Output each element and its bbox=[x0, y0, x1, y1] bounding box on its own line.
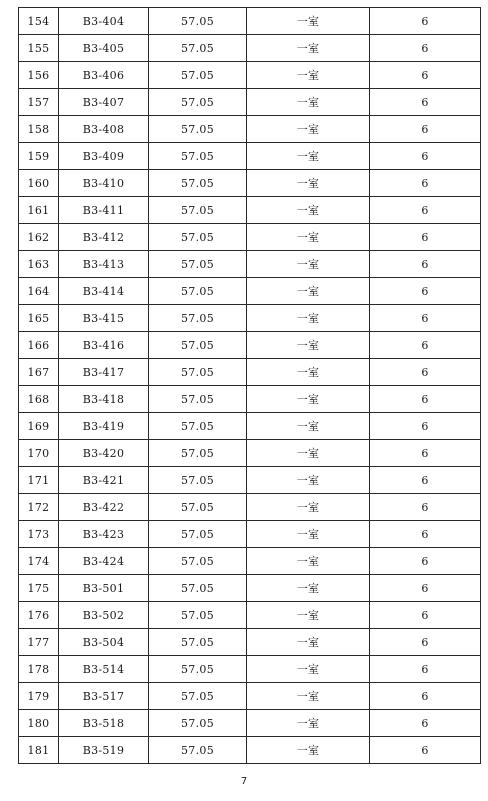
table-row bbox=[19, 629, 481, 656]
occupancy-cell: 6 bbox=[370, 116, 481, 143]
room-number-cell: B3-423 bbox=[59, 521, 149, 548]
unit-type-cell: 一室 bbox=[247, 251, 370, 278]
area-cell: 57.05 bbox=[149, 386, 247, 413]
occupancy-cell: 6 bbox=[370, 656, 481, 683]
row-number-cell: 163 bbox=[19, 251, 59, 278]
unit-type-cell: 一室 bbox=[247, 170, 370, 197]
room-number-cell: B3-420 bbox=[59, 440, 149, 467]
row-number-cell: 155 bbox=[19, 35, 59, 62]
area-cell: 57.05 bbox=[149, 197, 247, 224]
occupancy-cell: 6 bbox=[370, 548, 481, 575]
unit-type-cell: 一室 bbox=[247, 683, 370, 710]
table-row bbox=[19, 170, 481, 197]
area-cell: 57.05 bbox=[149, 656, 247, 683]
row-number-cell: 175 bbox=[19, 575, 59, 602]
table-row bbox=[19, 8, 481, 35]
room-number-cell: B3-419 bbox=[59, 413, 149, 440]
area-cell: 57.05 bbox=[149, 710, 247, 737]
unit-type-cell: 一室 bbox=[247, 629, 370, 656]
occupancy-cell: 6 bbox=[370, 575, 481, 602]
area-cell: 57.05 bbox=[149, 305, 247, 332]
occupancy-cell: 6 bbox=[370, 332, 481, 359]
room-number-cell: B3-502 bbox=[59, 602, 149, 629]
table-row bbox=[19, 62, 481, 89]
table-row bbox=[19, 548, 481, 575]
row-number-cell: 162 bbox=[19, 224, 59, 251]
unit-type-cell: 一室 bbox=[247, 224, 370, 251]
room-number-cell: B3-519 bbox=[59, 737, 149, 764]
room-number-cell: B3-411 bbox=[59, 197, 149, 224]
table-row bbox=[19, 656, 481, 683]
room-number-cell: B3-413 bbox=[59, 251, 149, 278]
table-row bbox=[19, 332, 481, 359]
area-cell: 57.05 bbox=[149, 737, 247, 764]
row-number-cell: 179 bbox=[19, 683, 59, 710]
occupancy-cell: 6 bbox=[370, 359, 481, 386]
row-number-cell: 166 bbox=[19, 332, 59, 359]
occupancy-cell: 6 bbox=[370, 710, 481, 737]
housing-table bbox=[18, 7, 481, 764]
row-number-cell: 159 bbox=[19, 143, 59, 170]
area-cell: 57.05 bbox=[149, 440, 247, 467]
room-number-cell: B3-417 bbox=[59, 359, 149, 386]
occupancy-cell: 6 bbox=[370, 467, 481, 494]
room-number-cell: B3-416 bbox=[59, 332, 149, 359]
table-row bbox=[19, 521, 481, 548]
room-number-cell: B3-404 bbox=[59, 8, 149, 35]
area-cell: 57.05 bbox=[149, 89, 247, 116]
area-cell: 57.05 bbox=[149, 602, 247, 629]
room-number-cell: B3-414 bbox=[59, 278, 149, 305]
unit-type-cell: 一室 bbox=[247, 548, 370, 575]
row-number-cell: 181 bbox=[19, 737, 59, 764]
unit-type-cell: 一室 bbox=[247, 62, 370, 89]
row-number-cell: 160 bbox=[19, 170, 59, 197]
table-row bbox=[19, 467, 481, 494]
table-row bbox=[19, 224, 481, 251]
occupancy-cell: 6 bbox=[370, 494, 481, 521]
area-cell: 57.05 bbox=[149, 683, 247, 710]
row-number-cell: 164 bbox=[19, 278, 59, 305]
occupancy-cell: 6 bbox=[370, 251, 481, 278]
occupancy-cell: 6 bbox=[370, 62, 481, 89]
table-row bbox=[19, 440, 481, 467]
unit-type-cell: 一室 bbox=[247, 656, 370, 683]
occupancy-cell: 6 bbox=[370, 170, 481, 197]
table-row bbox=[19, 386, 481, 413]
unit-type-cell: 一室 bbox=[247, 359, 370, 386]
room-number-cell: B3-514 bbox=[59, 656, 149, 683]
occupancy-cell: 6 bbox=[370, 629, 481, 656]
row-number-cell: 174 bbox=[19, 548, 59, 575]
table-body bbox=[19, 8, 481, 764]
table-row bbox=[19, 602, 481, 629]
occupancy-cell: 6 bbox=[370, 35, 481, 62]
occupancy-cell: 6 bbox=[370, 413, 481, 440]
row-number-cell: 158 bbox=[19, 116, 59, 143]
room-number-cell: B3-410 bbox=[59, 170, 149, 197]
unit-type-cell: 一室 bbox=[247, 8, 370, 35]
area-cell: 57.05 bbox=[149, 548, 247, 575]
unit-type-cell: 一室 bbox=[247, 413, 370, 440]
room-number-cell: B3-407 bbox=[59, 89, 149, 116]
room-number-cell: B3-422 bbox=[59, 494, 149, 521]
unit-type-cell: 一室 bbox=[247, 35, 370, 62]
room-number-cell: B3-518 bbox=[59, 710, 149, 737]
occupancy-cell: 6 bbox=[370, 386, 481, 413]
table-row bbox=[19, 737, 481, 764]
area-cell: 57.05 bbox=[149, 278, 247, 305]
area-cell: 57.05 bbox=[149, 224, 247, 251]
row-number-cell: 154 bbox=[19, 8, 59, 35]
unit-type-cell: 一室 bbox=[247, 440, 370, 467]
room-number-cell: B3-517 bbox=[59, 683, 149, 710]
table-row bbox=[19, 35, 481, 62]
occupancy-cell: 6 bbox=[370, 440, 481, 467]
area-cell: 57.05 bbox=[149, 359, 247, 386]
occupancy-cell: 6 bbox=[370, 278, 481, 305]
occupancy-cell: 6 bbox=[370, 305, 481, 332]
table-row bbox=[19, 359, 481, 386]
area-cell: 57.05 bbox=[149, 332, 247, 359]
room-number-cell: B3-412 bbox=[59, 224, 149, 251]
row-number-cell: 173 bbox=[19, 521, 59, 548]
table-row bbox=[19, 251, 481, 278]
room-number-cell: B3-415 bbox=[59, 305, 149, 332]
area-cell: 57.05 bbox=[149, 521, 247, 548]
unit-type-cell: 一室 bbox=[247, 575, 370, 602]
area-cell: 57.05 bbox=[149, 62, 247, 89]
unit-type-cell: 一室 bbox=[247, 305, 370, 332]
area-cell: 57.05 bbox=[149, 413, 247, 440]
unit-type-cell: 一室 bbox=[247, 602, 370, 629]
row-number-cell: 157 bbox=[19, 89, 59, 116]
row-number-cell: 167 bbox=[19, 359, 59, 386]
row-number-cell: 171 bbox=[19, 467, 59, 494]
table-row bbox=[19, 413, 481, 440]
unit-type-cell: 一室 bbox=[247, 737, 370, 764]
table-row bbox=[19, 116, 481, 143]
room-number-cell: B3-424 bbox=[59, 548, 149, 575]
area-cell: 57.05 bbox=[149, 494, 247, 521]
area-cell: 57.05 bbox=[149, 143, 247, 170]
room-number-cell: B3-406 bbox=[59, 62, 149, 89]
table-row bbox=[19, 305, 481, 332]
row-number-cell: 170 bbox=[19, 440, 59, 467]
occupancy-cell: 6 bbox=[370, 737, 481, 764]
area-cell: 57.05 bbox=[149, 467, 247, 494]
row-number-cell: 172 bbox=[19, 494, 59, 521]
row-number-cell: 161 bbox=[19, 197, 59, 224]
row-number-cell: 176 bbox=[19, 602, 59, 629]
unit-type-cell: 一室 bbox=[247, 89, 370, 116]
room-number-cell: B3-409 bbox=[59, 143, 149, 170]
table-row bbox=[19, 710, 481, 737]
room-number-cell: B3-408 bbox=[59, 116, 149, 143]
room-number-cell: B3-418 bbox=[59, 386, 149, 413]
table-row bbox=[19, 143, 481, 170]
table-row bbox=[19, 197, 481, 224]
occupancy-cell: 6 bbox=[370, 683, 481, 710]
occupancy-cell: 6 bbox=[370, 143, 481, 170]
occupancy-cell: 6 bbox=[370, 197, 481, 224]
row-number-cell: 180 bbox=[19, 710, 59, 737]
table-row bbox=[19, 683, 481, 710]
unit-type-cell: 一室 bbox=[247, 467, 370, 494]
area-cell: 57.05 bbox=[149, 116, 247, 143]
unit-type-cell: 一室 bbox=[247, 494, 370, 521]
room-number-cell: B3-501 bbox=[59, 575, 149, 602]
unit-type-cell: 一室 bbox=[247, 521, 370, 548]
row-number-cell: 168 bbox=[19, 386, 59, 413]
unit-type-cell: 一室 bbox=[247, 386, 370, 413]
row-number-cell: 165 bbox=[19, 305, 59, 332]
table-row bbox=[19, 575, 481, 602]
unit-type-cell: 一室 bbox=[247, 143, 370, 170]
area-cell: 57.05 bbox=[149, 575, 247, 602]
unit-type-cell: 一室 bbox=[247, 116, 370, 143]
room-number-cell: B3-504 bbox=[59, 629, 149, 656]
unit-type-cell: 一室 bbox=[247, 332, 370, 359]
table-row bbox=[19, 494, 481, 521]
occupancy-cell: 6 bbox=[370, 8, 481, 35]
occupancy-cell: 6 bbox=[370, 602, 481, 629]
area-cell: 57.05 bbox=[149, 8, 247, 35]
area-cell: 57.05 bbox=[149, 251, 247, 278]
row-number-cell: 178 bbox=[19, 656, 59, 683]
table-row bbox=[19, 89, 481, 116]
room-number-cell: B3-405 bbox=[59, 35, 149, 62]
page-number: 7 bbox=[240, 776, 248, 787]
room-number-cell: B3-421 bbox=[59, 467, 149, 494]
area-cell: 57.05 bbox=[149, 35, 247, 62]
unit-type-cell: 一室 bbox=[247, 710, 370, 737]
row-number-cell: 156 bbox=[19, 62, 59, 89]
occupancy-cell: 6 bbox=[370, 89, 481, 116]
unit-type-cell: 一室 bbox=[247, 278, 370, 305]
unit-type-cell: 一室 bbox=[247, 197, 370, 224]
area-cell: 57.05 bbox=[149, 629, 247, 656]
table-row bbox=[19, 278, 481, 305]
occupancy-cell: 6 bbox=[370, 224, 481, 251]
occupancy-cell: 6 bbox=[370, 521, 481, 548]
area-cell: 57.05 bbox=[149, 170, 247, 197]
row-number-cell: 177 bbox=[19, 629, 59, 656]
row-number-cell: 169 bbox=[19, 413, 59, 440]
